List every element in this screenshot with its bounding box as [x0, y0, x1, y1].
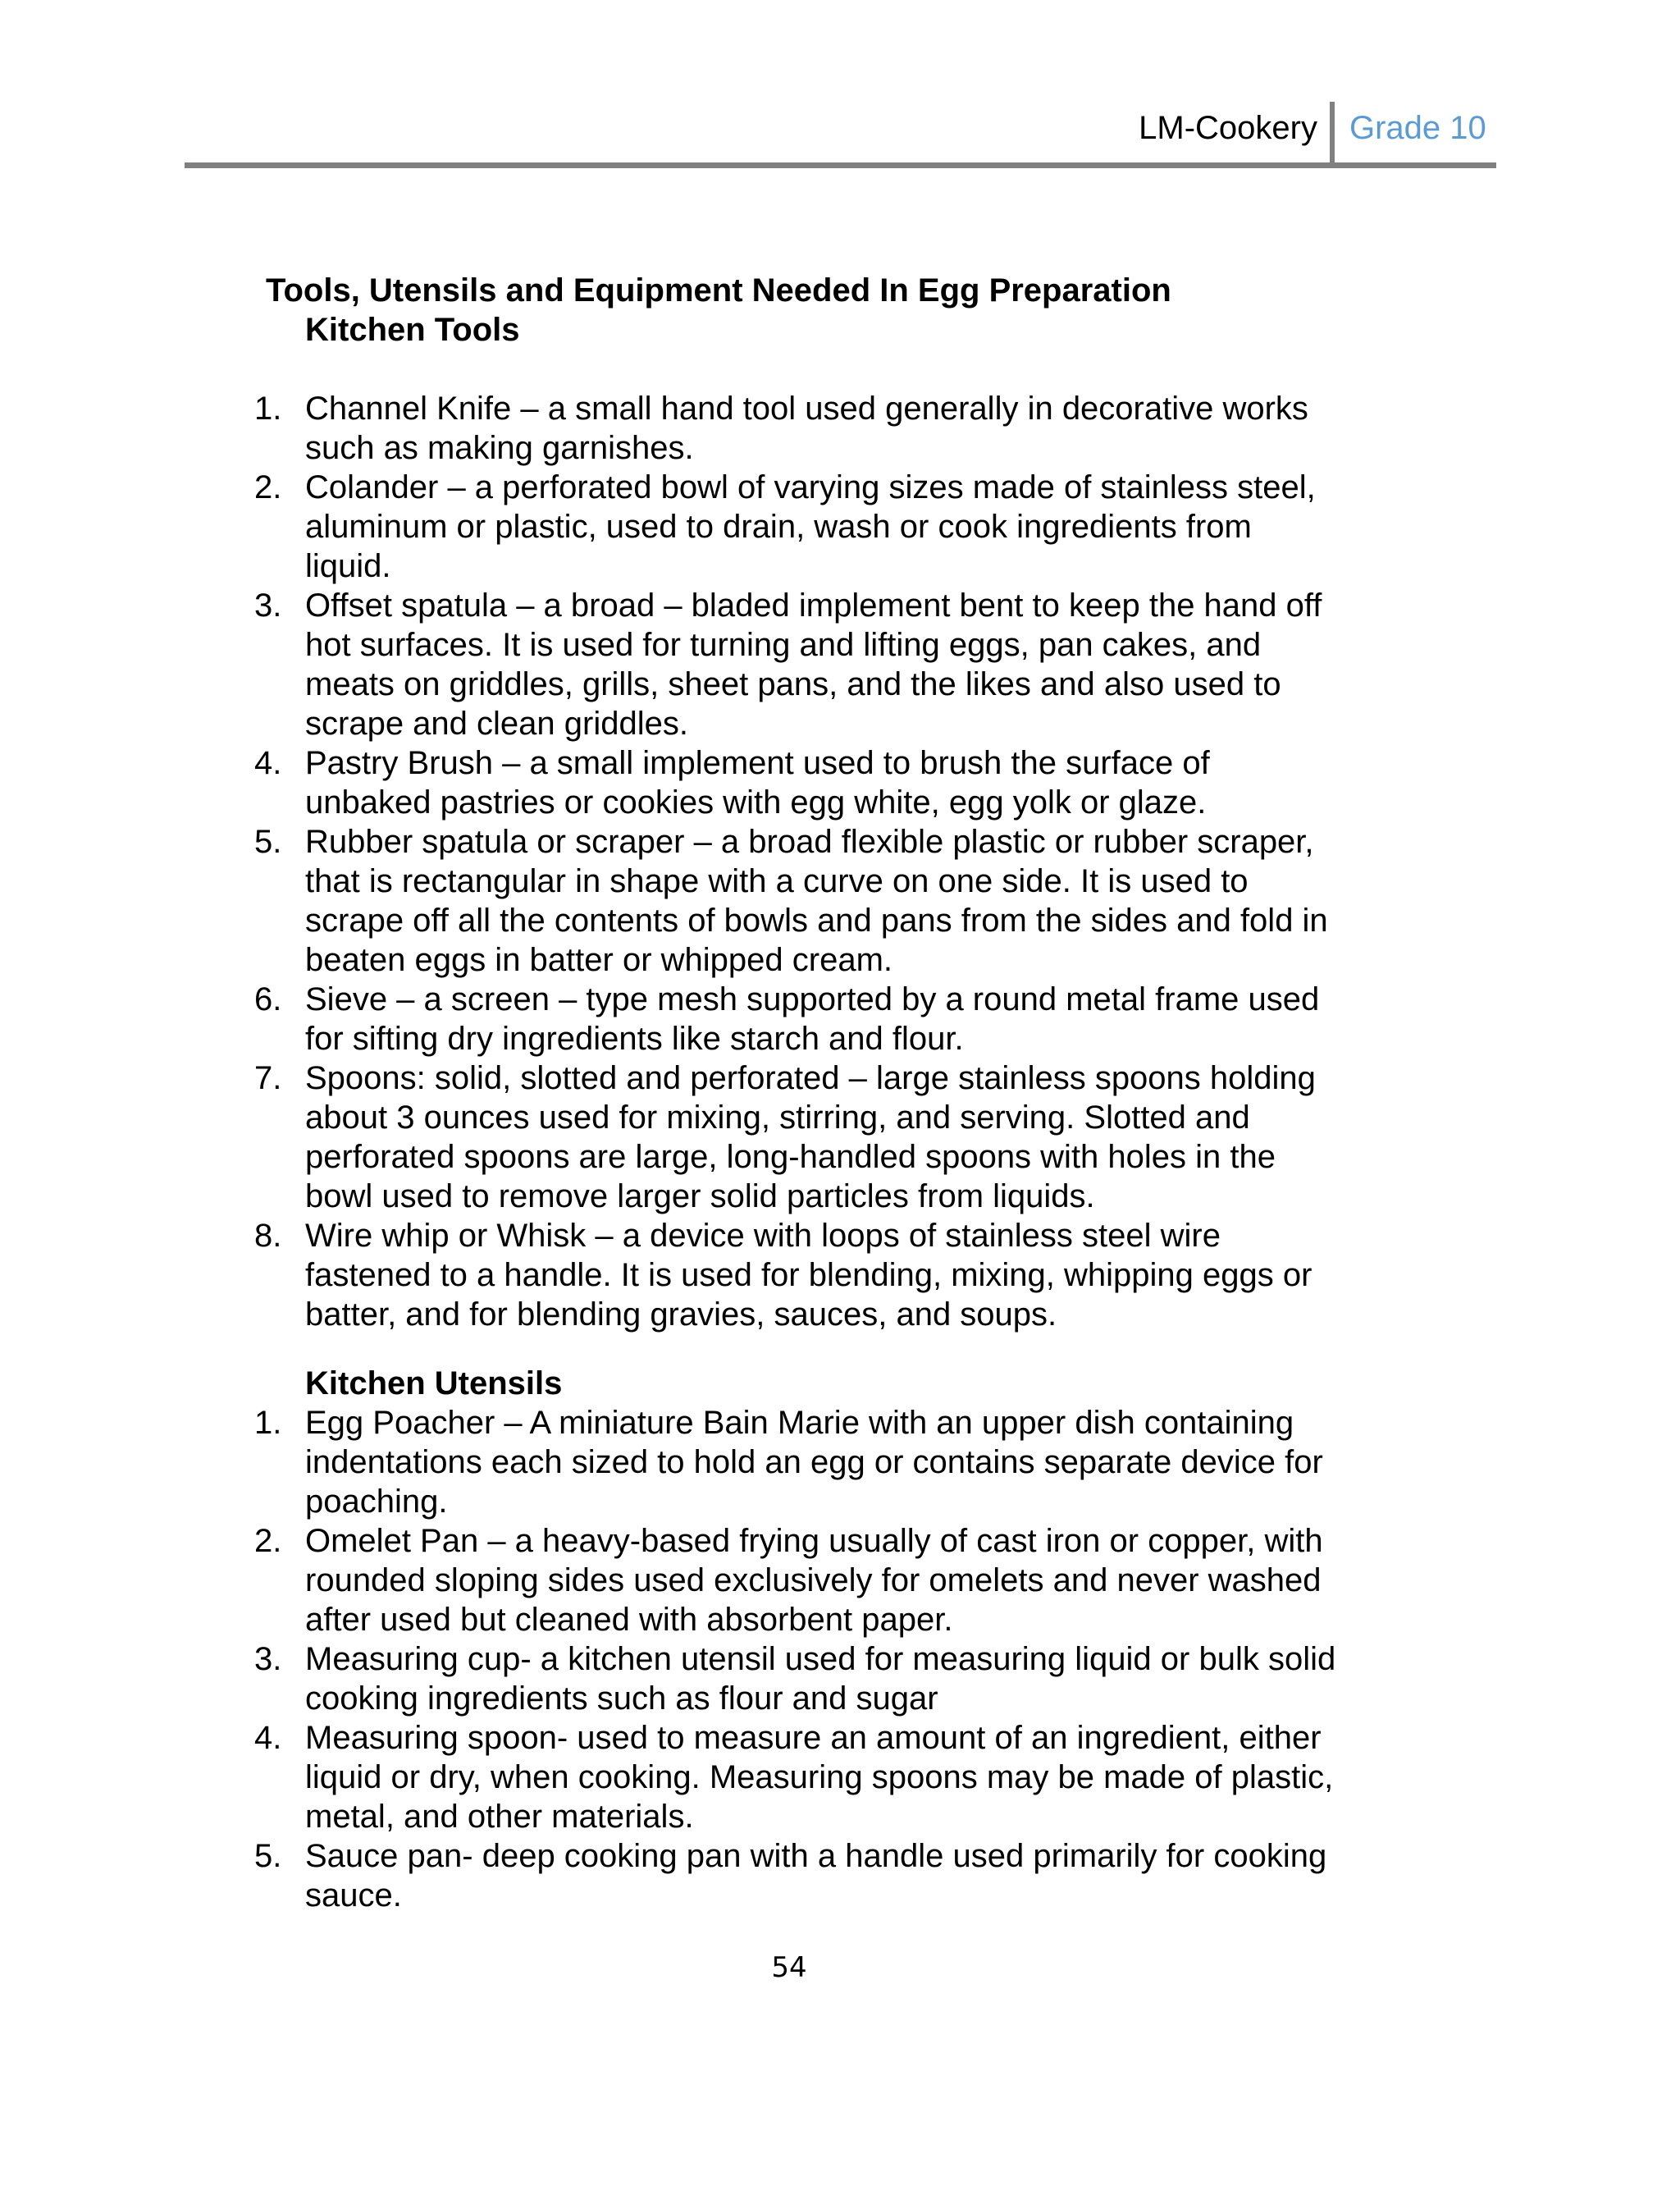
list-item [0, 1403, 1680, 1521]
list-item-text [305, 743, 1388, 822]
section-heading-kitchen-utensils: Kitchen Utensils [305, 1365, 563, 1401]
list-item-number: 5. 5. [254, 824, 282, 860]
list-item-line: after used but cleaned with absorbent paper. [305, 1602, 953, 1638]
section-heading-kitchen-tools: Kitchen Tools [305, 312, 520, 348]
list-item-line: metal, and other materials. [305, 1799, 694, 1835]
list-item-number: 2. 2. [254, 469, 282, 505]
list-item-line: Colander – a perforated bowl of varying sizes made of stainless steel, [305, 469, 1316, 505]
list-item-line: rounded sloping sides used exclusively for omelets and never washed [305, 1562, 1322, 1598]
list-item [0, 586, 1680, 743]
list-item [0, 389, 1680, 468]
list-item-line: fastened to a handle. It is used for blending, mixing, whipping eggs or [305, 1257, 1312, 1293]
list-item-line: unbaked pastries or cookies with egg white, egg yolk or glaze. [305, 784, 1207, 821]
list-item-line: cooking ingredients such as flour and sugar [305, 1680, 938, 1717]
list-item-line: Rubber spatula or scraper – a broad flexible plastic or rubber scraper, [305, 824, 1314, 860]
header-rule [185, 162, 1496, 168]
list-item-number: 3. 3. [254, 588, 282, 624]
list-item [0, 468, 1680, 586]
list-item-line: aluminum or plastic, used to drain, wash or cook ingredients from [305, 509, 1252, 545]
list-item [0, 1639, 1680, 1718]
list-item-line: poaching. [305, 1484, 448, 1520]
list-item-line: bowl used to remove larger solid particles from liquids. [305, 1178, 1095, 1214]
list-item-line: for sifting dry ingredients like starch and flour. [305, 1021, 964, 1057]
header-divider [1330, 102, 1335, 164]
list-item-line: perforated spoons are large, long-handled spoons with holes in the [305, 1139, 1276, 1175]
list-item-text [305, 389, 1388, 468]
list-item-number: 4. 4. [254, 1720, 282, 1756]
list-item-line: scrape and clean griddles. [305, 706, 688, 742]
list-item-text [305, 1639, 1388, 1718]
list-item-number: 8. 8. [254, 1218, 282, 1254]
list-item-text [305, 1836, 1388, 1915]
list-item [0, 1216, 1680, 1334]
list-item-line: Omelet Pan – a heavy-based frying usually of cast iron or copper, with [305, 1523, 1323, 1559]
list-item-line: Sieve – a screen – type mesh supported by a round metal frame used [305, 981, 1320, 1017]
list-item-line: Egg Poacher – A miniature Bain Marie with an upper dish containing [305, 1405, 1294, 1441]
list-item-text [305, 468, 1388, 586]
list-item-number: 1. 1. [254, 391, 282, 427]
list-item-number: 7. 7. [254, 1060, 282, 1096]
list-item-line: meats on griddles, grills, sheet pans, and the likes and also used to [305, 666, 1281, 702]
list-item-line: indentations each sized to hold an egg or contains separate device for [305, 1444, 1323, 1480]
list-item [0, 743, 1680, 822]
list-item-number: 4. 4. [254, 745, 282, 781]
list-item-text [305, 1058, 1388, 1216]
list-item-line: Offset spatula – a broad – bladed implement bent to keep the hand off [305, 588, 1322, 624]
list-item-text [305, 1403, 1388, 1521]
list-item-number: 2. 2. [254, 1523, 282, 1559]
list-item-line: scrape off all the contents of bowls and pans from the sides and fold in [305, 903, 1328, 939]
kitchen-utensils-list [0, 1403, 1680, 1915]
list-item-text [305, 1521, 1388, 1639]
list-item-number: 5. 5. [254, 1838, 282, 1874]
list-item-line: Measuring cup- a kitchen utensil used for measuring liquid or bulk solid [305, 1641, 1336, 1677]
list-item-text [305, 1216, 1388, 1334]
list-item-text [305, 586, 1388, 743]
list-item-line: hot surfaces. It is used for turning and lifting eggs, pan cakes, and [305, 627, 1262, 663]
list-item [0, 1836, 1680, 1915]
list-item-number: 6. 6. [254, 981, 282, 1017]
list-item-line: such as making garnishes. [305, 430, 694, 466]
list-item [0, 980, 1680, 1058]
list-item-line: that is rectangular in shape with a curve on one side. It is used to [305, 863, 1249, 899]
list-item-line: about 3 ounces used for mixing, stirring, and serving. Slotted and [305, 1100, 1250, 1136]
header-grade: Grade 10 [1349, 110, 1486, 146]
list-item [0, 1058, 1680, 1216]
list-item-text [305, 822, 1388, 980]
list-item-text [305, 980, 1388, 1058]
list-item-text [305, 1718, 1388, 1836]
document-title: Tools, Utensils and Equipment Needed In Egg Preparation [266, 272, 1171, 309]
list-item-line: batter, and for blending gravies, sauces, and soups. [305, 1296, 1057, 1333]
list-item-line: Measuring spoon- used to measure an amount of an ingredient, either [305, 1720, 1322, 1756]
list-item-line: sauce. [305, 1877, 402, 1913]
list-item-line: Spoons: solid, slotted and perforated – large stainless spoons holding [305, 1060, 1316, 1096]
list-item [0, 1521, 1680, 1639]
list-item [0, 822, 1680, 980]
kitchen-tools-list [0, 389, 1680, 1334]
list-item-line: Sauce pan- deep cooking pan with a handle used primarily for cooking [305, 1838, 1327, 1874]
list-item-line: beaten eggs in batter or whipped cream. [305, 942, 892, 978]
list-item-line: liquid. [305, 548, 391, 584]
list-item-number: 3. 3. [254, 1641, 282, 1677]
list-item-line: liquid or dry, when cooking. Measuring spoons may be made of plastic, [305, 1759, 1334, 1795]
list-item-number: 1. 1. [254, 1405, 282, 1441]
page-number: 54 [771, 1951, 807, 1984]
header-title: LM-Cookery [1139, 110, 1317, 146]
list-item-line: Wire whip or Whisk – a device with loops of stainless steel wire [305, 1218, 1221, 1254]
list-item-line: Channel Knife – a small hand tool used generally in decorative works [305, 391, 1308, 427]
list-item [0, 1718, 1680, 1836]
list-item-line: Pastry Brush – a small implement used to brush the surface of [305, 745, 1210, 781]
